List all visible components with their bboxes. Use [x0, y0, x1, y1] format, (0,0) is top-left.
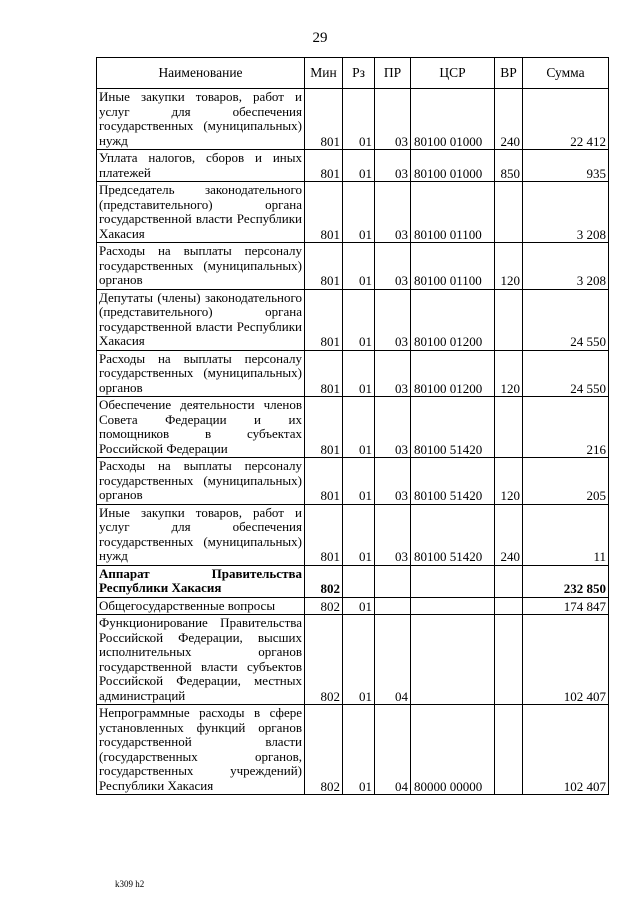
header-sum: Сумма	[523, 58, 609, 89]
table-row	[97, 89, 609, 150]
cell-csr: 80100 01100	[411, 243, 495, 290]
cell-sum: 3 208	[523, 243, 609, 290]
cell-pr: 04	[375, 615, 411, 705]
cell-min: 801	[305, 289, 343, 350]
cell-sum: 102 407	[523, 705, 609, 795]
cell-min: 801	[305, 458, 343, 505]
cell-name: Аппарат Правительства Республики Хакасия	[97, 565, 305, 597]
table-row	[97, 504, 609, 565]
cell-vr: 120	[495, 350, 523, 397]
table-row	[97, 150, 609, 182]
cell-name: Расходы на выплаты персоналу государственных (муниципальных) органов	[97, 243, 305, 290]
table-header-row	[97, 58, 609, 89]
cell-vr	[495, 597, 523, 615]
cell-min: 802	[305, 705, 343, 795]
cell-vr	[495, 397, 523, 458]
header-vr: ВР	[495, 58, 523, 89]
cell-name: Председатель законодательного (представительного) органа государственной власти Республики Хакасия	[97, 182, 305, 243]
cell-sum: 3 208	[523, 182, 609, 243]
footer-code: k309 h2	[115, 879, 145, 889]
cell-name: Общегосударственные вопросы	[97, 597, 305, 615]
cell-rz: 01	[343, 504, 375, 565]
cell-sum: 102 407	[523, 615, 609, 705]
cell-csr: 80000 00000	[411, 705, 495, 795]
cell-pr: 03	[375, 397, 411, 458]
cell-rz: 01	[343, 350, 375, 397]
cell-rz: 01	[343, 615, 375, 705]
cell-pr: 03	[375, 504, 411, 565]
table-row	[97, 289, 609, 350]
cell-min: 802	[305, 615, 343, 705]
cell-csr: 80100 01000	[411, 150, 495, 182]
cell-sum: 174 847	[523, 597, 609, 615]
cell-pr: 03	[375, 182, 411, 243]
cell-csr	[411, 565, 495, 597]
cell-min: 801	[305, 397, 343, 458]
table-row	[97, 615, 609, 705]
table-row	[97, 350, 609, 397]
cell-pr: 03	[375, 150, 411, 182]
cell-name: Иные закупки товаров, работ и услуг для обеспечения государственных (муниципальных) нужд	[97, 89, 305, 150]
table-row	[97, 597, 609, 615]
cell-min: 801	[305, 504, 343, 565]
cell-pr: 03	[375, 289, 411, 350]
cell-csr: 80100 51420	[411, 397, 495, 458]
cell-vr: 120	[495, 243, 523, 290]
cell-name: Уплата налогов, сборов и иных платежей	[97, 150, 305, 182]
cell-vr	[495, 182, 523, 243]
table-row	[97, 397, 609, 458]
budget-table	[96, 57, 609, 795]
cell-rz: 01	[343, 458, 375, 505]
cell-rz: 01	[343, 705, 375, 795]
cell-sum: 24 550	[523, 289, 609, 350]
cell-sum: 205	[523, 458, 609, 505]
cell-min: 801	[305, 89, 343, 150]
page-number: 29	[312, 30, 328, 46]
cell-name: Непрограммные расходы в сфере установленных функций органов государственной власти (государственных органов, государственных учреждений) Республики Хакасия	[97, 705, 305, 795]
cell-vr: 240	[495, 504, 523, 565]
cell-rz	[343, 565, 375, 597]
table-row	[97, 182, 609, 243]
header-min: Мин	[305, 58, 343, 89]
cell-pr: 04	[375, 705, 411, 795]
cell-csr	[411, 615, 495, 705]
cell-rz: 01	[343, 597, 375, 615]
table-row	[97, 705, 609, 795]
table-row	[97, 243, 609, 290]
cell-csr: 80100 01200	[411, 289, 495, 350]
cell-rz: 01	[343, 397, 375, 458]
cell-vr	[495, 289, 523, 350]
cell-pr	[375, 597, 411, 615]
header-rz: Рз	[343, 58, 375, 89]
cell-vr: 850	[495, 150, 523, 182]
cell-min: 801	[305, 350, 343, 397]
cell-name: Расходы на выплаты персоналу государственных (муниципальных) органов	[97, 350, 305, 397]
cell-csr: 80100 01100	[411, 182, 495, 243]
cell-name: Функционирование Правительства Российской Федерации, высших исполнительных органов государственной власти субъектов Российской Федерации, местных администраций	[97, 615, 305, 705]
cell-vr	[495, 705, 523, 795]
cell-min: 802	[305, 597, 343, 615]
cell-pr: 03	[375, 89, 411, 150]
cell-name: Депутаты (члены) законодательного (представительного) органа государственной власти Республики Хакасия	[97, 289, 305, 350]
header-pr: ПР	[375, 58, 411, 89]
cell-name: Расходы на выплаты персоналу государственных (муниципальных) органов	[97, 458, 305, 505]
header-csr: ЦСР	[411, 58, 495, 89]
cell-pr: 03	[375, 350, 411, 397]
cell-vr: 120	[495, 458, 523, 505]
cell-rz: 01	[343, 243, 375, 290]
cell-min: 801	[305, 182, 343, 243]
cell-pr	[375, 565, 411, 597]
header-name: Наименование	[97, 58, 305, 89]
cell-vr	[495, 565, 523, 597]
cell-rz: 01	[343, 289, 375, 350]
cell-min: 801	[305, 150, 343, 182]
cell-rz: 01	[343, 89, 375, 150]
cell-pr: 03	[375, 243, 411, 290]
cell-sum: 935	[523, 150, 609, 182]
cell-csr: 80100 01200	[411, 350, 495, 397]
cell-sum: 24 550	[523, 350, 609, 397]
table-row	[97, 458, 609, 505]
cell-rz: 01	[343, 150, 375, 182]
cell-sum: 232 850	[523, 565, 609, 597]
cell-csr: 80100 01000	[411, 89, 495, 150]
cell-sum: 11	[523, 504, 609, 565]
cell-name: Обеспечение деятельности членов Совета Федерации и их помощников в субъектах Российской Федерации	[97, 397, 305, 458]
cell-rz: 01	[343, 182, 375, 243]
cell-csr	[411, 597, 495, 615]
cell-min: 802	[305, 565, 343, 597]
cell-csr: 80100 51420	[411, 458, 495, 505]
table-row	[97, 565, 609, 597]
cell-sum: 22 412	[523, 89, 609, 150]
cell-csr: 80100 51420	[411, 504, 495, 565]
cell-vr	[495, 615, 523, 705]
cell-vr: 240	[495, 89, 523, 150]
cell-sum: 216	[523, 397, 609, 458]
cell-name: Иные закупки товаров, работ и услуг для обеспечения государственных (муниципальных) нужд	[97, 504, 305, 565]
cell-pr: 03	[375, 458, 411, 505]
cell-min: 801	[305, 243, 343, 290]
